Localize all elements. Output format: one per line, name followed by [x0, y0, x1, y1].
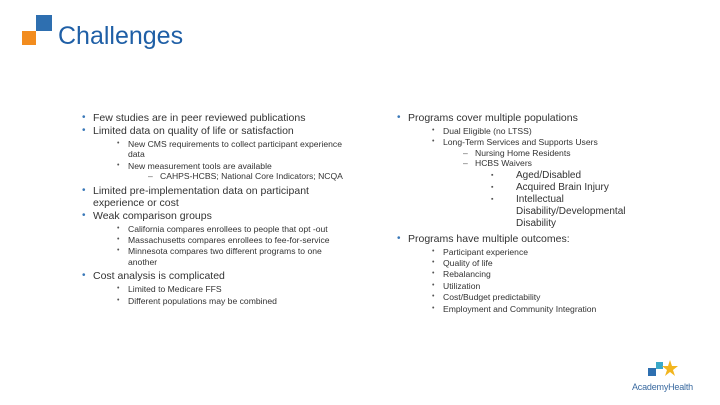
sub-bullet-item: • Participant experience	[432, 247, 657, 257]
sub-bullet-item: • Utilization	[432, 281, 657, 291]
blue-square-icon	[36, 15, 52, 31]
bullet-item: • Programs have multiple outcomes: • Participant experience • Quality of life • Rebalancing • Utilization • Cost/Budget predictability • Employment and Community Integration	[397, 233, 657, 314]
sub-bullet-item: • New CMS requirements to collect participant experience data	[117, 139, 352, 160]
logo-blue-block	[648, 368, 656, 376]
bullet-item: • Programs cover multiple populations • Dual Eligible (no LTSS) • Long-Term Services and Supports Users – Nursing Home Residents – HCBS Waivers ▪ Aged/Disabled ▪ Acquired Brain Injury ▪ Intellectual Disability/Developmental Disability	[397, 112, 657, 230]
sub-bullet-item: • Massachusetts compares enrollees to fee-for-service	[117, 235, 352, 245]
sub-bullet-item: • Employment and Community Integration	[432, 304, 657, 314]
slide-logo-mark	[22, 15, 52, 45]
sub-bullet-item: • Cost/Budget predictability	[432, 292, 657, 302]
slide-title: Challenges	[58, 22, 184, 50]
level4-bullet-item: ▪ Intellectual Disability/Developmental Disability	[491, 194, 657, 230]
level4-bullet-item: ▪ Aged/Disabled	[491, 170, 657, 182]
sub-bullet-item: • Dual Eligible (no LTSS)	[432, 126, 657, 136]
sub-sub-bullet-item: – Nursing Home Residents	[463, 148, 657, 158]
bullet-item: • Limited data on quality of life or satisfaction • New CMS requirements to collect participant experience data • New measurement tools are available – CAHPS-HCBS; National Core Indicators; NCQA	[82, 125, 352, 182]
sub-sub-bullet-item: – CAHPS-HCBS; National Core Indicators; NCQA	[148, 171, 352, 181]
right-column	[397, 112, 657, 317]
academyhealth-star-icon	[646, 358, 680, 380]
sub-bullet-item: • Quality of life	[432, 258, 657, 268]
sub-bullet-item: • Rebalancing	[432, 269, 657, 279]
sub-bullet-item: • New measurement tools are available – CAHPS-HCBS; National Core Indicators; NCQA	[117, 161, 352, 182]
left-column	[82, 112, 352, 309]
bullet-item: • Cost analysis is complicated • Limited to Medicare FFS • Different populations may be combined	[82, 270, 352, 306]
bullet-item: • Few studies are in peer reviewed publications	[82, 112, 352, 124]
sub-bullet-item: • Different populations may be combined	[117, 296, 352, 306]
brand-name: AcademyHealth	[632, 382, 693, 392]
sub-sub-bullet-item: – HCBS Waivers ▪ Aged/Disabled ▪ Acquired Brain Injury ▪ Intellectual Disability/Developmental Disability	[463, 158, 657, 229]
bullet-item: • Weak comparison groups • California compares enrollees to people that opt -out • Massachusetts compares enrollees to fee-for-service • Minnesota compares two different programs to one another	[82, 210, 352, 268]
level4-bullet-item: ▪ Acquired Brain Injury	[491, 182, 657, 194]
sub-bullet-item: • Long-Term Services and Supports Users – Nursing Home Residents – HCBS Waivers ▪ Aged/Disabled ▪ Acquired Brain Injury ▪ Intellectual Disability/Developmental Disability	[432, 137, 657, 229]
sub-bullet-item: • Minnesota compares two different programs to one another	[117, 246, 352, 267]
logo-teal-block	[656, 362, 663, 369]
sub-bullet-item: • Limited to Medicare FFS	[117, 284, 352, 294]
bullet-item: • Limited pre-implementation data on participant experience or cost	[82, 185, 352, 209]
sub-bullet-item: • California compares enrollees to people that opt -out	[117, 224, 352, 234]
academyhealth-logo	[632, 358, 694, 396]
logo-gold-star	[662, 360, 678, 376]
orange-square-icon	[22, 31, 36, 45]
